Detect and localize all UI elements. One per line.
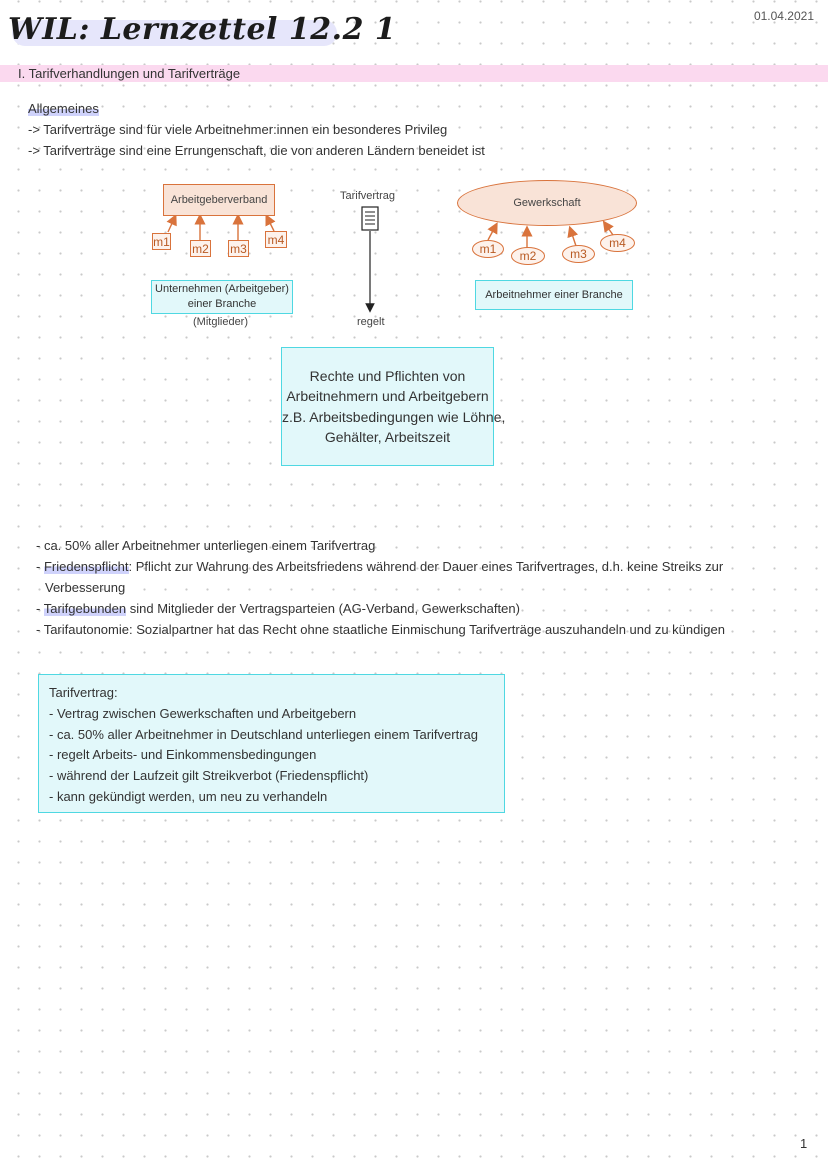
employer-desc-line-2: einer Branche (187, 298, 257, 310)
allgemeines-line-2: -> Tarifverträge sind eine Errungenschaft, die von anderen Ländern beneidet ist (28, 143, 485, 158)
summary-item: - während der Laufzeit gilt Streikverbot (Friedenspflicht) (49, 768, 369, 784)
employer-member-m1: m1 (153, 234, 170, 249)
arrow-m1-employer (168, 219, 174, 232)
allgemeines-heading: Allgemeines (28, 101, 99, 116)
fact-line-2-prefix: - (36, 559, 44, 574)
union-member-m2: m2 (511, 247, 545, 265)
employer-member-m2: m2 (190, 240, 211, 257)
tarifgebunden-term: Tarifgebunden (43, 601, 127, 616)
rights-line-4: Gehälter, Arbeitszeit (324, 428, 451, 445)
regelt-label: regelt (357, 316, 385, 328)
fact-line-2 (36, 559, 723, 574)
summary-item: - regelt Arbeits- und Einkommensbedingungen (49, 747, 317, 763)
union-oval: Gewerkschaft (457, 180, 637, 226)
summary-heading: Tarifvertrag: (49, 685, 118, 700)
employer-member-m3: m3 (228, 240, 249, 257)
document-icon (362, 207, 378, 230)
fact-line-4: - Tarifautonomie: Sozialpartner hat das Recht ohne staatliche Einmischung Tarifverträge auszuhandeln und zu kündigen (36, 622, 725, 637)
date: 01.04.2021 (753, 9, 814, 23)
fact-line-1: - ca. 50% aller Arbeitnehmer unterliegen einem Tarifvertrag (36, 538, 376, 553)
union-desc-box: Arbeitnehmer einer Branche (475, 280, 633, 310)
arrow-m1-union (488, 227, 495, 240)
page-title: WIL: Lernzettel 12.2 1 (8, 12, 397, 47)
union-member-m1: m1 (472, 240, 504, 258)
summary-box (38, 674, 505, 813)
fact-line-3 (36, 601, 520, 616)
union-member-m3: m3 (562, 245, 595, 263)
employer-desc-box (151, 280, 293, 314)
employer-desc-line-1: Unternehmen (Arbeitgeber) (155, 283, 289, 296)
arrow-m4-employer (268, 219, 274, 231)
fact-line-3-prefix: - (36, 601, 44, 616)
rights-line-3: z.B. Arbeitsbedingungen wie Löhne, (282, 408, 506, 425)
summary-item: - ca. 50% aller Arbeitnehmer in Deutschland unterliegen einem Tarifvertrag (49, 726, 478, 742)
fact-line-2-continued: Verbesserung (45, 580, 126, 595)
summary-item: - kann gekündigt werden, um neu zu verhandeln (49, 788, 328, 804)
employer-member-m4: m4 (265, 231, 287, 248)
fact-line-3-rest: sind Mitglieder der Vertragsparteien (AG-Verband, Gewerkschaften) (126, 601, 520, 616)
friedenspflicht-term: Friedenspflicht (43, 559, 129, 574)
summary-item: - Vertrag zwischen Gewerkschaften und Arbeitgebern (49, 705, 357, 721)
allgemeines-line-1: -> Tarifverträge sind für viele Arbeitnehmer:innen ein besonderes Privileg (28, 122, 448, 137)
contract-label: Tarifvertrag (340, 190, 396, 202)
page-number: 1 (800, 1136, 808, 1151)
rights-duties-box (281, 347, 506, 466)
employer-association-box: Arbeitgeberverband (163, 184, 275, 216)
union-member-m4: m4 (600, 234, 635, 252)
employer-desc-line-3: (Mitglieder) (193, 316, 249, 328)
rights-line-2: Arbeitnehmern und Arbeitgebern (286, 388, 489, 405)
arrow-m3-union (571, 231, 576, 246)
rights-line-1: Rechte und Pflichten von (309, 368, 466, 384)
section-title: I. Tarifverhandlungen und Tarifverträge (18, 66, 241, 81)
fact-line-2-rest: : Pflicht zur Wahrung des Arbeitsfriedens während der Dauer eines Tarifvertrages, d.h. keine Streiks zur (128, 559, 724, 574)
